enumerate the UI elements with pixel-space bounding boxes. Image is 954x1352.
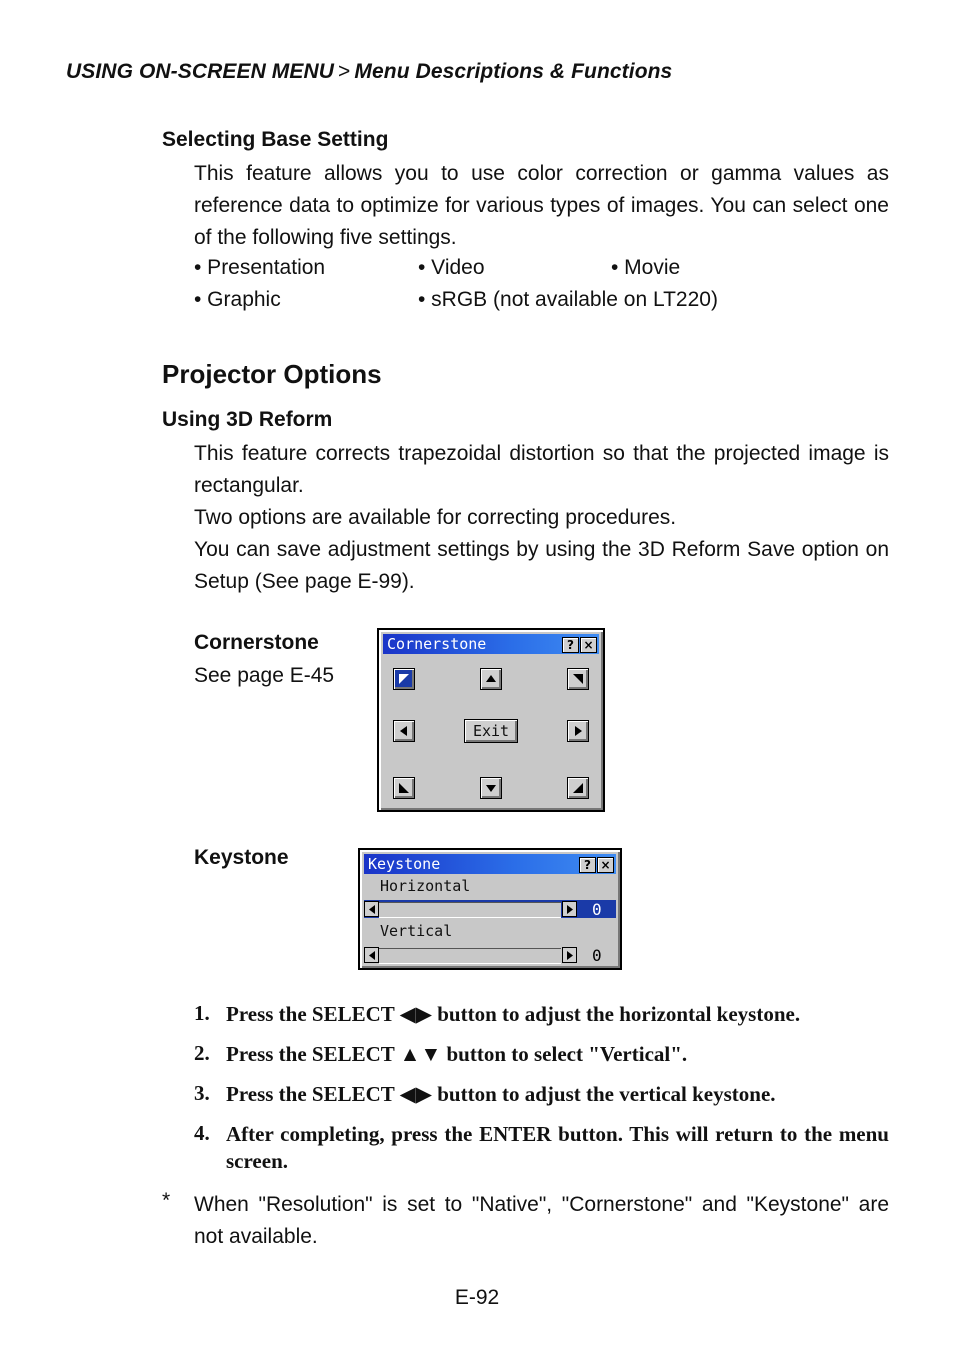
step-text: Press the SELECT ◀▶ button to adjust the vertical keystone. (226, 1082, 776, 1106)
3d-reform-heading: Using 3D Reform (162, 408, 333, 431)
right-arrow-icon (572, 725, 584, 737)
footnote (162, 1189, 889, 1255)
top-left-corner-button[interactable] (393, 668, 415, 690)
right-arrow-icon (566, 905, 574, 914)
exit-button[interactable]: Exit (464, 719, 518, 743)
header-separator: > (338, 60, 351, 83)
bottom-right-arrow-icon (572, 782, 584, 794)
header-subsection: Menu Descriptions & Functions (354, 60, 673, 83)
help-button[interactable]: ? (579, 857, 596, 873)
step-text: After completing, press the ENTER button. This will return to the menu screen. (226, 1122, 889, 1173)
top-right-arrow-icon (572, 673, 584, 685)
base-setting-text: This feature allows you to use color correction or gamma values as reference data to optimize for various types of images. You can select one of the following five settings. (194, 162, 889, 249)
right-arrow-icon (566, 951, 574, 960)
3d-reform-text-3: You can save adjustment settings by using the 3D Reform Save option on Setup (See page E-99). (194, 538, 889, 593)
header-section: USING ON-SCREEN MENU (66, 60, 335, 83)
bottom-left-arrow-icon (398, 782, 410, 794)
option-movie: • Movie (611, 256, 681, 279)
down-arrow-icon (485, 782, 497, 794)
page-number: E-92 (454, 1286, 500, 1309)
steps-list (194, 1001, 889, 1181)
left-arrow-icon (398, 725, 410, 737)
bottom-right-corner-button[interactable] (567, 777, 589, 799)
running-header (66, 60, 672, 84)
keystone-label: Keystone (194, 846, 289, 869)
footnote-mark: * (162, 1189, 171, 1212)
keystone-titlebar (364, 854, 616, 874)
cornerstone-titlebar (383, 634, 599, 654)
base-setting-heading: Selecting Base Setting (162, 128, 389, 151)
horizontal-increase-button[interactable] (562, 901, 577, 917)
option-graphic: • Graphic (194, 288, 281, 311)
help-button[interactable]: ? (562, 637, 579, 653)
cornerstone-label: Cornerstone (194, 631, 319, 654)
option-presentation: • Presentation (194, 256, 326, 279)
step-number: 3. (194, 1081, 210, 1105)
projector-options-heading: Projector Options (162, 359, 382, 389)
top-button[interactable] (480, 668, 502, 690)
option-video: • Video (418, 256, 485, 279)
keystone-window (358, 848, 622, 970)
close-button[interactable]: × (597, 857, 614, 873)
keystone-window-title: Keystone (368, 855, 441, 873)
horizontal-label: Horizontal (380, 877, 471, 895)
option-srgb: • sRGB (not available on LT220) (418, 288, 718, 311)
left-arrow-icon (368, 951, 376, 960)
cornerstone-window (377, 628, 605, 812)
left-button[interactable] (393, 720, 415, 742)
cornerstone-see-page: See page E-45 (194, 664, 335, 687)
vertical-decrease-button[interactable] (364, 947, 379, 963)
horizontal-slider-row[interactable] (364, 900, 616, 918)
horizontal-value: 0 (592, 900, 602, 919)
right-button[interactable] (567, 720, 589, 742)
vertical-track[interactable] (379, 948, 561, 964)
step-text: Press the SELECT ◀▶ button to adjust the horizontal keystone. (226, 1002, 801, 1026)
step-number: 1. (194, 1001, 210, 1025)
bottom-left-corner-button[interactable] (393, 777, 415, 799)
vertical-value: 0 (592, 946, 602, 965)
3d-reform-text-1: This feature corrects trapezoidal distortion so that the projected image is rectangular. (194, 442, 889, 497)
step-text: Press the SELECT ▲▼ button to select "Vertical". (226, 1042, 688, 1066)
horizontal-decrease-button[interactable] (364, 901, 379, 917)
vertical-label: Vertical (380, 922, 453, 940)
vertical-increase-button[interactable] (562, 947, 577, 963)
bottom-button[interactable] (480, 777, 502, 799)
step-number: 2. (194, 1041, 210, 1065)
footnote-text: When "Resolution" is set to "Native", "Cornerstone" and "Keystone" are not available. (194, 1193, 889, 1248)
step-number: 4. (194, 1121, 210, 1145)
top-right-corner-button[interactable] (567, 668, 589, 690)
horizontal-track[interactable] (379, 902, 561, 918)
vertical-slider-row[interactable] (364, 946, 616, 964)
3d-reform-text-2: Two options are available for correcting procedures. (194, 506, 677, 529)
cornerstone-window-title: Cornerstone (387, 635, 487, 653)
up-arrow-icon (485, 673, 497, 685)
left-arrow-icon (368, 905, 376, 914)
close-button[interactable]: × (580, 637, 597, 653)
top-left-arrow-icon (398, 673, 410, 685)
